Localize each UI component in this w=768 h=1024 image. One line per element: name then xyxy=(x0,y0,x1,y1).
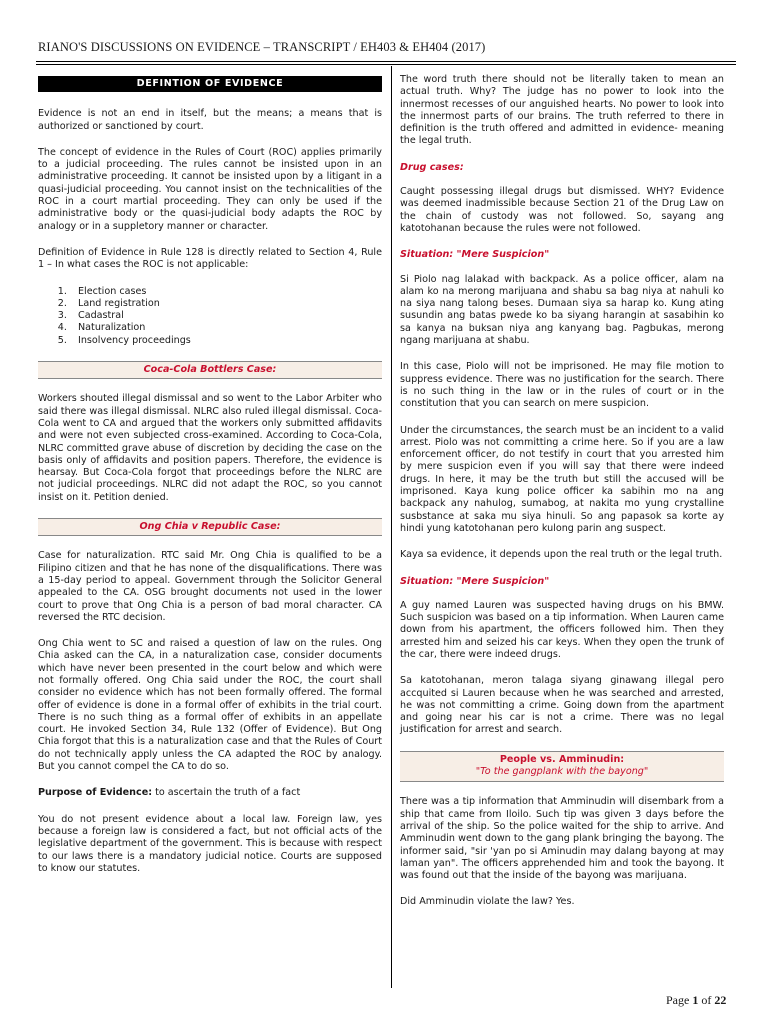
header-rule-top xyxy=(36,61,736,62)
subheading-situation: Situation: "Mere Suspicion" xyxy=(400,249,550,261)
exceptions-list xyxy=(38,286,382,347)
list-item: 2. Land registration xyxy=(70,298,382,310)
purpose-text: to ascertain the truth of a fact xyxy=(152,787,301,799)
page-label: Page xyxy=(666,993,690,1007)
paragraph: Kaya sa evidence, it depends upon the real truth or the legal truth. xyxy=(400,549,723,561)
left-column xyxy=(38,74,382,889)
paragraph: Sa katotohanan, meron talaga siyang ginawang illegal pero accquited si Lauren because when he was searched and arrested, he was not committing a crime. Going down from the apartment and going near his car is not a crime. There was no legal justification for arrest and search. xyxy=(400,675,724,736)
case-banner-ong-chia: Ong Chia v Republic Case: xyxy=(38,518,382,536)
paragraph: Case for naturalization. RTC said Mr. Ong Chia is qualified to be a Filipino citizen and that he has none of the disqualifications. There was a 15-day period to appeal. Government through the Solicitor General appealed to the CA. OSG brought documents not used in the lower court to prove that Ong Chia is a person of bad moral character. CA reversed the RTC decision. xyxy=(38,550,382,623)
list-item: 5. Insolvency proceedings xyxy=(70,335,382,347)
subheading-situation: Situation: "Mere Suspicion" xyxy=(400,575,550,587)
paragraph: The word truth there should not be literally taken to mean an actual truth. Why? The judge has no power to look into the innermost recesses of our anguished hearts. No power to look into the innermost parts of our brains. The truth referred to there in definition is the truth offered and admitted in evidence- meaning the legal truth. xyxy=(400,74,724,147)
document-header: RIANO'S DISCUSSIONS ON EVIDENCE – TRANSCRIPT / EH403 & EH404 (2017) xyxy=(38,40,486,54)
section-banner-definition: DEFINTION OF EVIDENCE xyxy=(38,76,382,92)
list-item: 4. Naturalization xyxy=(70,322,382,334)
current-page: 1 xyxy=(692,993,699,1007)
case-subtitle: "To the gangplank with the bayong" xyxy=(475,766,649,778)
right-column xyxy=(400,74,724,923)
total-pages: 22 xyxy=(714,993,727,1007)
list-item: 1. Election cases xyxy=(70,286,382,298)
paragraph: Did Amminudin violate the law? Yes. xyxy=(400,896,575,908)
page-number xyxy=(666,993,726,1008)
paragraph: Si Piolo nag lalakad with backpack. As a police officer, alam na alam ko na merong marijuana and shabu sa bag niya at nahuli ko na siya nang talong beses. Dumaan siya sa harap ko. Kung ating susundin ang batas pwede ko ba siyang harangin at sasabihin ko sa kanya na buksan niya ang kanyang bag. Pagbukas, merong ngang marijuana at shabu. xyxy=(400,273,724,347)
paragraph: Ong Chia went to SC and raised a question of law on the rules. Ong Chia asked can the CA, in a naturalization case, consider documents which have never been presented in the court below and which were not formally offered. Ong Chia said under the ROC, the court shall consider no evidence which has not been formally offered. The formal offer of evidence is done in a formal offer of exhibits in the trial court. There is no such thing as a formal offer of exhibits in an appellate court. He invoked Section 34, Rule 132 (Offer of Evidence). But Ong Chia forgot that this is a naturalization case and that the Rules of Court do not technically apply unless the CA adapted the ROC by analogy. But you cannot compel the CA to do so. xyxy=(38,638,382,773)
paragraph: A guy named Lauren was suspected having drugs on his BMW. Such suspicion was based on a tip information. When Lauren came down from his apartment, the officers followed him. Then they arrested him and seized his car keys. When they open the trunk of the car, there were indeed drugs. xyxy=(400,599,724,660)
paragraph: Caught possessing illegal drugs but dismissed. WHY? Evidence was deemed inadmissible because Section 21 of the Drug Law on the chain of custody was not followed. So, sayang ang katotohanan because the rules were not followed. xyxy=(400,186,724,234)
paragraph: There was a tip information that Amminudin will disembark from a ship that came from Iloilo. Such tip was given 3 days before the arrival of the ship. So the police waited for the ship to arrive. And Amminudin went down to the gang plank bringing the bayong. The informer said, "sir 'yan po si Aminudin may dalang bayong at may laman yan". The officers apprehended him and took the bayong. It was found out that the inside of the bayong was marijuana. xyxy=(400,796,724,882)
case-banner-coca-cola: Coca-Cola Bottlers Case: xyxy=(38,361,382,379)
paragraph: The concept of evidence in the Rules of Court (ROC) applies primarily to a judicial proceeding. The rules cannot be insisted upon in an administrative proceeding. It cannot be insisted upon by a litigant in a quasi-judicial proceeding. You cannot insist on the technicalities of the ROC in a court martial proceeding. They can only be used if the administrative body or the quasi-judicial body adapts the ROC by analogy or in a suppletory manner or character. xyxy=(38,146,382,232)
purpose-paragraph xyxy=(38,787,382,799)
paragraph: You do not present evidence about a local law. Foreign law, yes because a foreign law is considered a fact, but not official acts of the legislative department of the government. This is because with respect to our laws there is a mandatory judicial notice. Courts are supposed to know our statutes. xyxy=(38,813,382,874)
paragraph: In this case, Piolo will not be imprisoned. He may file motion to suppress evidence. There was no justification for the search. There is no such thing in the law or in the rules of court or in the constitution that you can search on mere suspicion. xyxy=(400,361,724,410)
paragraph: Evidence is not an end in itself, but the means; a means that is authorized or sanctioned by court. xyxy=(38,108,382,132)
of-label: of xyxy=(701,993,712,1007)
header-rule-bottom xyxy=(36,64,736,65)
list-item: 3. Cadastral xyxy=(70,310,382,322)
paragraph: Definition of Evidence in Rule 128 is directly related to Section 4, Rule 1 – In what cases the ROC is not applicable: xyxy=(38,246,382,271)
case-title: People vs. Amminudin: xyxy=(499,753,625,765)
case-banner-amminudin xyxy=(400,751,724,783)
paragraph: Workers shouted illegal dismissal and so went to the Labor Arbiter who said there was illegal dismissal. NLRC also ruled illegal dismissal. Coca-Cola went to CA and argued that the workers only submitted affidavits and were not even subjected cross-examined. According to Coca-Cola, NLRC committed grave abuse of discretion by deciding the case on the basis only of affidavits and position papers. Therefore, the evidence is hearsay. But Coca-Cola forgot that proceedings before the NLRC are not judicial proceedings. NLRC did not adapt the ROC, so you cannot insist on it. Petition denied. xyxy=(38,393,382,503)
purpose-label: Purpose of Evidence: xyxy=(38,787,153,799)
column-divider xyxy=(391,66,392,988)
subheading-drug-cases: Drug cases: xyxy=(400,161,464,173)
paragraph: Under the circumstances, the search must be an incident to a valid arrest. Piolo was not committing a crime here. So if you are a law enforcement officer, do not testify in court that you arrested him by mere suspicion even if you will say that there were indeed drugs. In here, it may be the truth but still the accused will be imprisoned. Kaya kung police officer ka sabihin mo na ang backpack any nahulog, sumabog, at nakita mo yung crystalline susbstance at saka mu siya hinuli. So ang papasok sa korte ay hindi yung katotohanan pero kulong parin ang suspect. xyxy=(400,424,724,534)
